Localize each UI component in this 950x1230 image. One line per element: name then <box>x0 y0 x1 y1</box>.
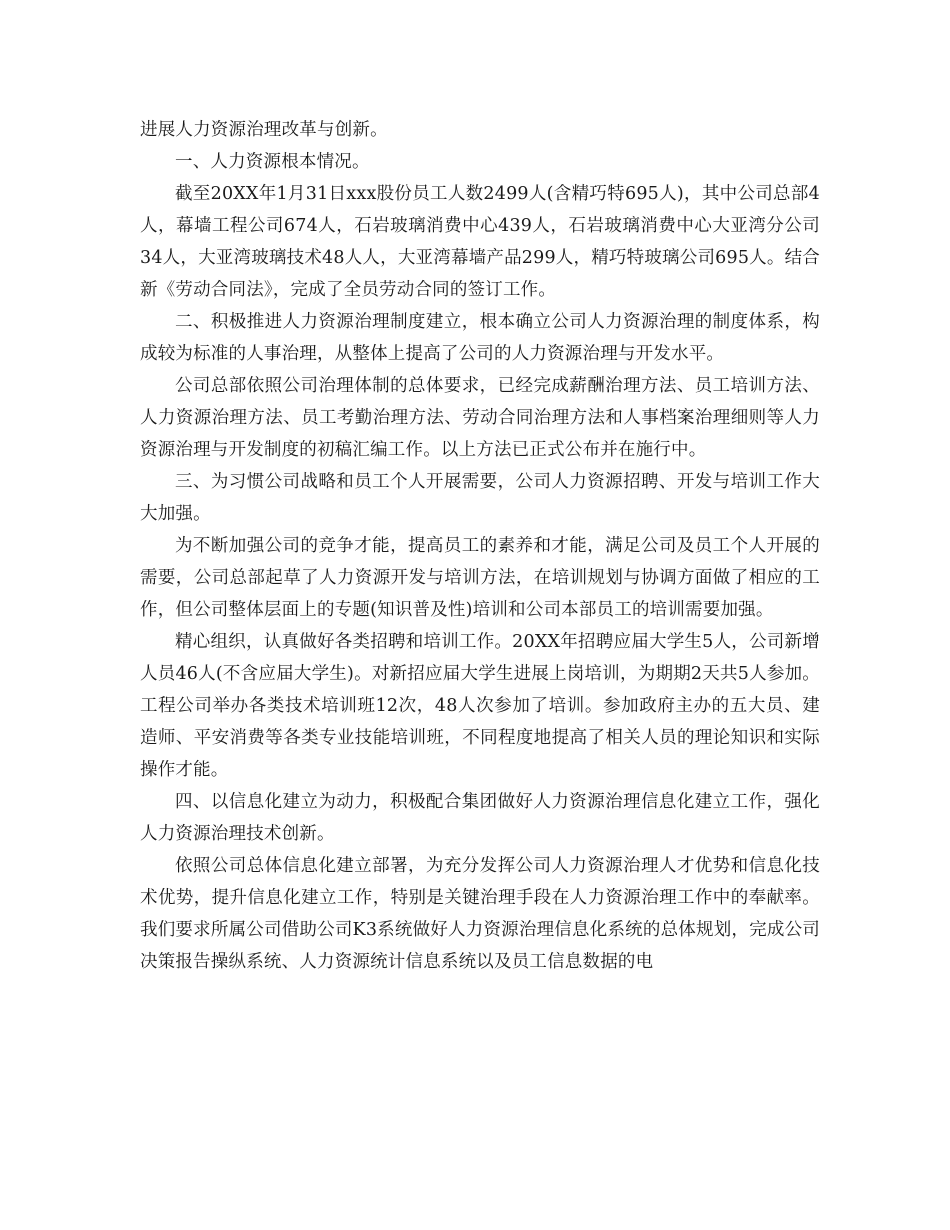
paragraph-recruitment: 精心组织，认真做好各类招聘和培训工作。20XX年招聘应届大学生5人，公司新增人员46人(不含应届大学生)。对新招应届大学生进展上岗培训，为期期2天共5人参加。工程公司举办各类技术培训班12次，48人次参加了培训。参加政府主办的五大员、建造师、平安消费等各类专业技能培训班，不同程度地提高了相关人员的理论知识和实际操作才能。 <box>140 632 820 780</box>
paragraph-continuation: 进展人力资源治理改革与创新。 <box>140 120 388 140</box>
section-heading-4: 四、以信息化建立为动力，积极配合集团做好人力资源治理信息化建立工作，强化人力资源治理技术创新。 <box>140 792 820 844</box>
document-body <box>140 114 820 978</box>
section-heading-1: 一、人力资源根本情况。 <box>175 152 370 172</box>
paragraph-hr-policies: 公司总部依照公司治理体制的总体要求，已经完成薪酬治理方法、员工培训方法、人力资源治理方法、员工考勤治理方法、劳动合同治理方法和人事档案治理细则等人力资源治理与开发制度的初稿汇编工作。以上方法已正式公布并在施行中。 <box>140 376 820 460</box>
section-heading-3: 三、为习惯公司战略和员工个人开展需要，公司人力资源招聘、开发与培训工作大大加强。 <box>140 472 820 524</box>
section-heading-2: 二、积极推进人力资源治理制度建立，根本确立公司人力资源治理的制度体系，构成较为标准的人事治理，从整体上提高了公司的人力资源治理与开发水平。 <box>140 312 820 364</box>
paragraph-informatization: 依照公司总体信息化建立部署，为充分发挥公司人力资源治理人才优势和信息化技术优势，提升信息化建立工作，特别是关键治理手段在人力资源治理工作中的奉献率。我们要求所属公司借助公司K3系统做好人力资源治理信息化系统的总体规划，完成公司决策报告操纵系统、人力资源统计信息系统以及员工信息数据的电 <box>140 856 820 972</box>
paragraph-staff-overview: 截至20XX年1月31日xxx股份员工人数2499人(含精巧特695人)，其中公司总部4人，幕墙工程公司674人，石岩玻璃消费中心439人，石岩玻璃消费中心大亚湾分公司34人，大亚湾玻璃技术48人人，大亚湾幕墙产品299人，精巧特玻璃公司695人。结合新《劳动合同法》，完成了全员劳动合同的签订工作。 <box>140 184 820 300</box>
paragraph-training-plan: 为不断加强公司的竞争才能，提高员工的素养和才能，满足公司及员工个人开展的需要，公司总部起草了人力资源开发与培训方法，在培训规划与协调方面做了相应的工作，但公司整体层面上的专题(知识普及性)培训和公司本部员工的培训需要加强。 <box>140 536 820 620</box>
